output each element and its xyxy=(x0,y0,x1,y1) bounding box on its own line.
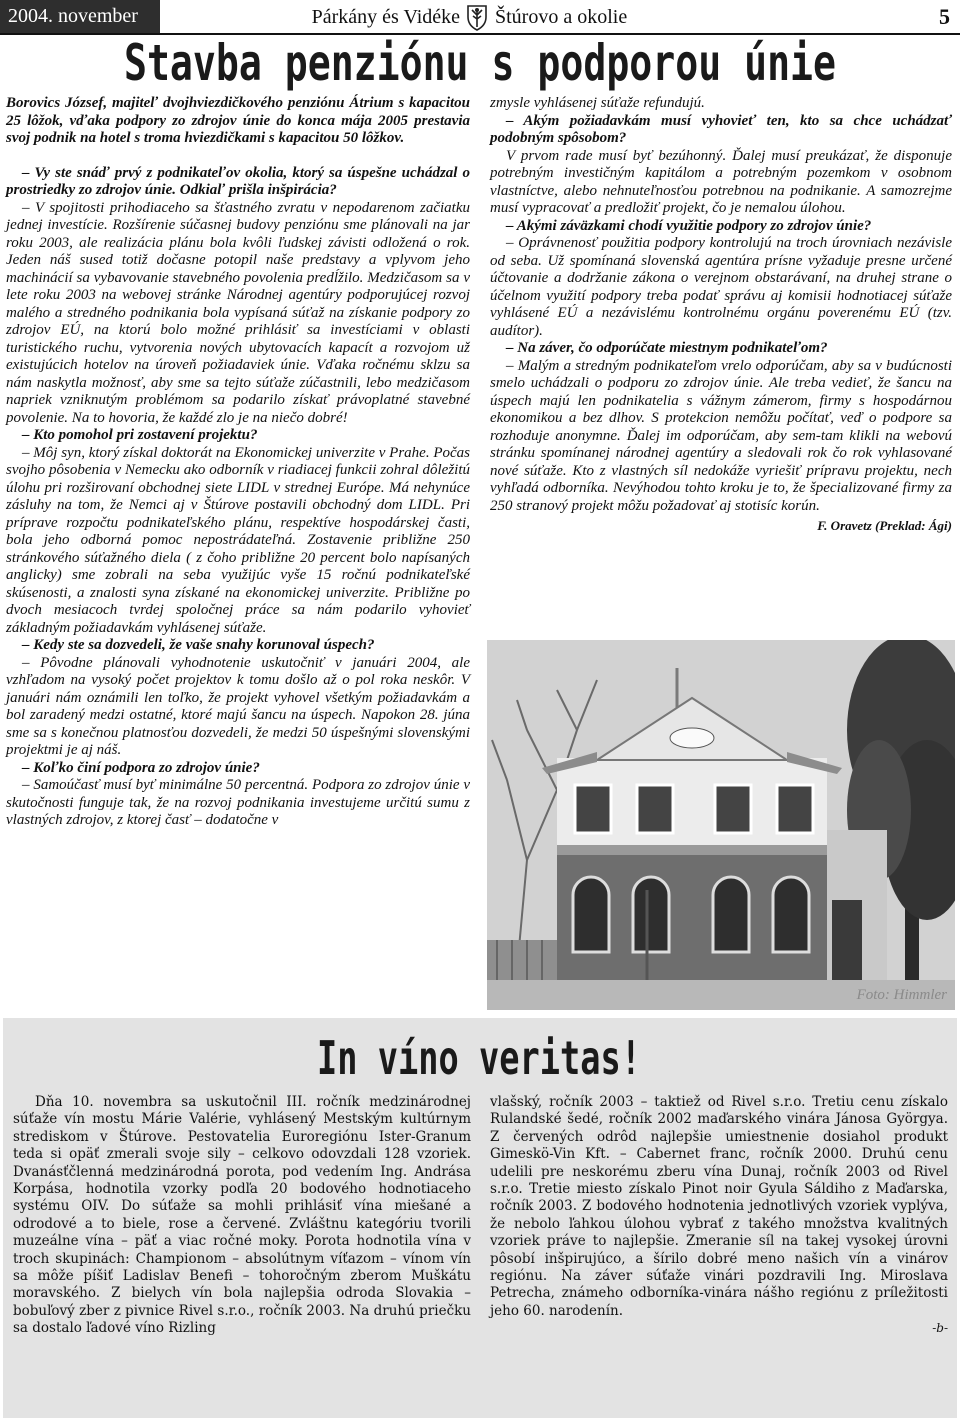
interview-answer: – Oprávnenosť použitia podpory kontrolujú na troch úrovniach nezávisle od seba. Už spomínaná slovenská agentúra prísne vyžaduje presne určené účtovanie a dodržanie zákona o verejnom obstarávaní, na druhej strane o účelnom využití podpory treba podať správu aj komisii hodnotiacej súťaže vyhlásené EÚ a nezávislému kontrolnému orgánu poverenému EÚ (tzv. audítor). xyxy=(490,235,952,339)
interview-answer: – V spojitosti prihodiaceho sa šťastného zvratu v nepodarenom začiatku jednej investície. Rozšírenie súčasnej budovy penziónu sme plánovali na jar roku 2003, ale realizácia plánu bola kvôli ľudskej závisti odložená o rok. Jeden náš sused totiž dočasne potopil naše predstavy a vplyvom jeho machinácií sa vybavovanie stavebného povolenia predĺžilo. Medzičasom sa v lete roku 2003 na webovej stránke Národnej agentúry podporujúcej rozvoj malého a stredného podnikania bola vypísaná súťaž na získanie podpory zo zdrojov EÚ, na ktorú bolo možné prihlásiť sa investíciami v oblasti turistického ruchu, vytvorenia nových ubytovacích kapacít a rozvojom už existujúcich hotelov na úroveň požiadaviek únie. Vďaka ročnému sklzu sa nám naskytla možnosť, aby sme sa tejto súťaže zúčastnili, lebo medzičasom napriek vzniknutým problémom sa podarilo získať právoplatné stavebné povolenie. Na to hovoria, že každé zlo je na niečo dobré! xyxy=(6,199,470,426)
interview-question: – Na záver, čo odporúčate miestnym podnikateľom? xyxy=(506,340,828,356)
photo-credit: Foto: Himmler xyxy=(856,987,947,1003)
article-title-text: Stavba penziónu s podporou únie xyxy=(124,34,836,92)
interview-answer: V prvom rade musí byť bezúhonný. Ďalej musí preukázať, že disponuje potrebným investičným kapitálom a potrebným pozemkom v osobnom vlastníctve, alebo nehnuteľnosťou potrebnou na podnikanie. A samozrejme musí vypracovať a predložiť projekt, čo je nemalou úlohou. xyxy=(490,147,952,216)
coat-of-arms-icon xyxy=(465,3,489,31)
wine-article-title-text: In víno veritas! xyxy=(317,1031,641,1085)
article-lead: Borovics József, majiteľ dvojhviezdičkového penziónu Átrium s kapacitou 25 lôžok, vďaka podpory zo zdrojov únie do konca mája 2005 prestavia svoj podnik na hotel s troma hviezdičkami s kapacitou 50 lôžkov. xyxy=(6,95,470,146)
interview-answer-continuation: zmysle vyhlásenej súťaže refundujú. xyxy=(490,95,705,111)
wine-text-right: vlašský, ročník 2003 – taktiež od Rivel s.r.o. Tretiu cenu získalo Rulandské šedé, ročník 2002 maďarského vinára Jánosa Györgya. Z červených odrôd najlepšie umiestnenie dosiahol produkt Gimeskö-Vin Kft. – Cabernet franc, ročník 2000. Druhú cenu udelili pre neskorému zberu vína Dunaj, ročník 2003 od Rivel s.r.o. Tretie miesto získalo Pinot noir Gyula Sáldiho z Maďarska, ročník 2003. Z bodového hodnotenia jednotlivých vzoriek vyplýva, že nebolo ľahkou úlohou vybrať z takého množstva kvalitných vzoriek práve to najlepšie. Zmeranie síl na takej vysokej úrovni pôsobí inšpirujúco, a šírilo dobré meno našich vín a vinárov regiónu. Na záver súťaže vinári pozdravili Ing. Miroslava Petrecha, známeho odborníka-vinára nášho regiónu z príležitosti jeho 60. narodenín. xyxy=(490,1094,948,1319)
fence xyxy=(487,940,557,980)
newspaper-name-slovak: Štúrovo a okolie xyxy=(495,6,628,28)
wine-right-column xyxy=(490,1094,948,1338)
interview-question: – Akým požiadavkám musí vyhovieť ten, kto sa chce uchádzať podobným spôsobom? xyxy=(490,112,952,146)
wine-article-signature: -b- xyxy=(932,1321,948,1336)
article-title xyxy=(0,34,960,92)
issue-date: 2004. november xyxy=(0,0,160,33)
newspaper-name-hungarian: Párkány és Vidéke xyxy=(311,6,460,28)
interview-answer: – Môj syn, ktorý získal doktorát na Ekonomickej univerzite v Prahe. Počas svojho pôsobenia v Nemecku ako odborník v riadiacej funkcii zohral dôležitú úlohu pri rozširovaní obchodnej siete LIDL v strednej Európe. Má nehynúce zásluhy na tom, že Nemci aj v Štúrove postavili obchodný dom LIDL. Pri príprave rozpočtu podnikateľského plánu, respektíve hospodárskej časti, bola jeho odborná pomoc nepostrádateľná. Zostavenie približne 250 stránkového súťažného diela ( z čoho približne 20 percent bolo napísaných anglicky) sme zobrali na seba využijúc vyše 15 ročnú podnikateľské skúsenosti, a znalosti syna získané na ekonomickej univerzite. Približne po dvoch mesiacoch tvrdej spoločnej práce sa nám podarilo vyhovieť základným požiadavkám vyhlásenej súťaže. xyxy=(6,444,470,636)
interview-left-column xyxy=(6,95,470,830)
interview-question: – Vy ste snáď prvý z podnikateľov okolia, ktorý sa úspešne uchádzal o prostriedky zo zdrojov únie. Odkiaľ prišla inšpirácia? xyxy=(6,164,470,198)
page-number: 5 xyxy=(939,4,950,29)
page-header xyxy=(0,0,960,35)
interview-right-column xyxy=(490,95,952,535)
interview-question: – Kto pomohol pri zostavení projektu? xyxy=(22,427,258,443)
wine-article xyxy=(3,1018,957,1418)
wine-left-column xyxy=(13,1094,471,1338)
interview-answer: – Malým a stredným podnikateľom vrelo odporúčam, aby sa v budúcnosti smelo uchádzali o podporu zo zdrojov únie. Ale treba vedieť, že šancu na úspech majú len podnikatelia s vážnym zámerom, firmy s hospodárnou ekonomikou a bez dlhov. S protekcion nemôžu počítať, veď o podpore sa rozhoduje anonymne. Ďalej im odporúčam, aby sem-tam klikli na webovú stránku spomínanej národnej agentúry a sledovali rok čo rok vyhlasované nové súťaže. Kto z vlastných síl nedokáže vyriešiť prípravu projektu, nech vyhľadá odborníka. Nevýhodou tohto kroku je to, že špecializované firmy za 250 stranový projekt môžu požadovať aj stotisíc korún. xyxy=(490,357,952,514)
article-signature: F. Oravetz (Preklad: Ági) xyxy=(817,518,952,533)
interview-answer: – Samoúčasť musí byť minimálne 50 percentná. Podpora zo zdrojov únie v skutočnosti funguje tak, že na rozvoj podnikania investujeme určitú sumu z vlastných zdrojov, z ktorej časť – dodatočne v xyxy=(6,777,470,828)
interview-question: – Kedy ste sa dozvedeli, že vaše snahy korunoval úspech? xyxy=(22,637,375,653)
wine-text-left: Dňa 10. novembra sa uskutočnil III. ročník medzinárodnej súťaže vín mostu Márie Valérie, vyhlásený Mestským kultúrnym strediskom v Štúrove. Pestovatelia Euroregiónu Ister-Granum teda si opäť zmerali svoje sily – celkovo odovzdali 128 vzoriek. Dvanásťčlenná medzinárodná porota, pod vedením Ing. Andrása Korpása, hodnotila vzorky podľa 20 bodového hodnotiaceho systému OIV. Do súťaže sa mohli prihlásiť vína miešané a odrodové a to biele, rose a červené. Zvláštnu kategóriu tvorili muzeálne vína – päť a viac ročné moky. Porota hodnotila vína v troch skupinách: Championom – absolútnym víťazom – vínom vín sa môže píšiť Ladislav Benefi – tohoročným zberom Muškátu moravského. Z bielych vín bola najlepšia odroda Slovakia – bobuľový zber z pivnice Rivel s.r.o., ročník 2003. Na druhú priečku sa dostalo ľadové víno Rizling xyxy=(13,1094,471,1337)
interview-answer: – Pôvodne plánovali vyhodnotenie uskutočniť v januári 2004, ale vzhľadom na vysoký počet projektov k tomu došlo až o pol roka neskôr. V januári nám oznámili len toľko, že projekt vyhovel všetkým požiadavkám a bol zaradený medzi ostatné, ktoré majú šancu na úspech. Napokon 28. júna sme sa s konečnou platnosťou dozvedeli, že medzi 50 úspešnými slovenskými projektmi je aj náš. xyxy=(6,654,470,758)
interview-question: – Akými záväzkami chodí využitie podpory zo zdrojov únie? xyxy=(506,217,872,234)
wine-article-title xyxy=(3,1018,957,1090)
interview-question: – Koľko činí podpora zo zdrojov únie? xyxy=(22,759,260,776)
hotel-photo-image xyxy=(487,640,955,1010)
hotel-photo xyxy=(487,640,955,1010)
